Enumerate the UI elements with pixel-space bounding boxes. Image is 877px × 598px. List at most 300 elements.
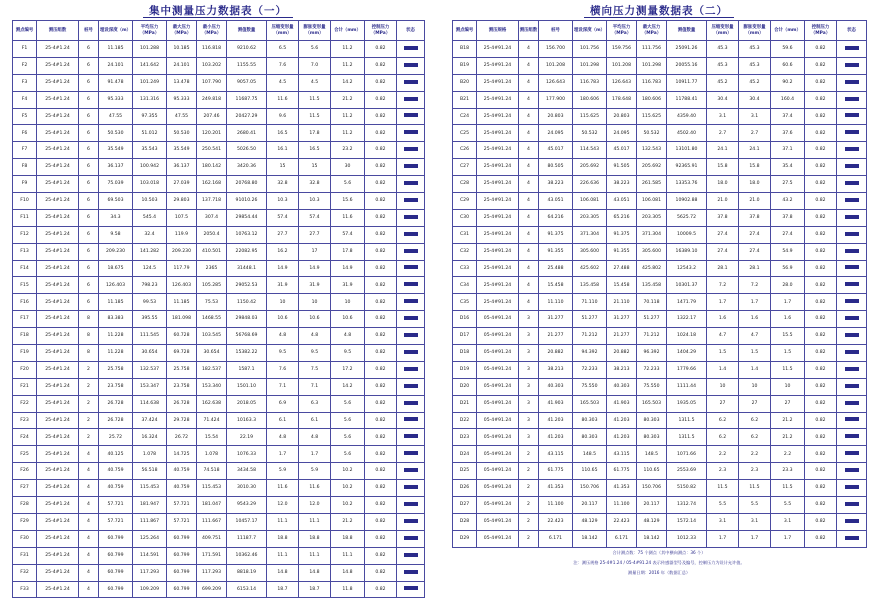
table-cell: 38.213 [539, 361, 573, 378]
table-cell: B19 [453, 57, 477, 74]
table-cell: 3 [519, 345, 539, 362]
table-cell: 0.82 [365, 142, 397, 159]
right-table-body [453, 41, 867, 548]
table-cell: 0.82 [365, 159, 397, 176]
table-cell: 2 [519, 497, 539, 514]
table-cell: 24.095 [539, 125, 573, 142]
status-cell [397, 57, 425, 74]
table-cell: 05-4#91.24 [477, 395, 519, 412]
table-cell: 116.818 [197, 41, 227, 58]
table-row [453, 193, 867, 210]
table-cell: 131.316 [133, 91, 167, 108]
table-cell: 27.488 [607, 260, 637, 277]
table-cell: D26 [453, 480, 477, 497]
status-cell [837, 243, 867, 260]
table-cell: 0.82 [365, 513, 397, 530]
table-cell: 12543.2 [667, 260, 707, 277]
column-header: 压缩变形量（mm） [267, 21, 299, 41]
table-cell: F10 [13, 193, 37, 210]
table-cell: C35 [453, 294, 477, 311]
table-cell: 9543.29 [227, 497, 267, 514]
table-cell: 11.185 [99, 294, 133, 311]
table-cell: 3 [519, 311, 539, 328]
table-cell: 25-4#1.24 [37, 41, 79, 58]
table-cell: F28 [13, 497, 37, 514]
table-cell: 14.2 [331, 378, 365, 395]
status-mark [845, 350, 859, 354]
status-mark [404, 265, 418, 269]
status-mark [845, 232, 859, 236]
table-cell: 1111.44 [667, 378, 707, 395]
table-cell: 203.305 [637, 209, 667, 226]
table-cell: 14.8 [299, 564, 331, 581]
status-cell [397, 277, 425, 294]
table-cell: 1.6 [771, 311, 805, 328]
table-cell: 60.799 [167, 547, 197, 564]
table-cell: 4.5 [267, 74, 299, 91]
table-cell: 23.758 [99, 378, 133, 395]
table-cell: 3.1 [771, 513, 805, 530]
table-cell: 4502.40 [667, 125, 707, 142]
table-cell: 18.7 [267, 581, 299, 598]
table-cell: 20768.80 [227, 176, 267, 193]
table-cell: 05-4#91.24 [477, 446, 519, 463]
table-cell: F17 [13, 311, 37, 328]
table-cell: F29 [13, 513, 37, 530]
status-cell [837, 91, 867, 108]
table-cell: 150.706 [573, 480, 607, 497]
table-cell: 05-4#91.24 [477, 412, 519, 429]
table-cell: 14.8 [267, 564, 299, 581]
table-cell: 0.82 [805, 328, 837, 345]
table-cell: 0.82 [365, 328, 397, 345]
table-cell: 135.458 [637, 277, 667, 294]
table-row [453, 277, 867, 294]
table-cell: 75.550 [637, 378, 667, 395]
table-cell: 10 [707, 378, 739, 395]
table-cell: 0.82 [805, 74, 837, 91]
table-cell: 162.638 [197, 395, 227, 412]
table-cell: 56768.69 [227, 328, 267, 345]
status-cell [397, 294, 425, 311]
table-cell: 10.2 [331, 480, 365, 497]
table-cell: 4 [79, 446, 99, 463]
table-row [13, 57, 425, 74]
status-mark [845, 215, 859, 219]
column-header: 控制压力（MPa） [805, 21, 837, 41]
table-cell: 1779.66 [667, 361, 707, 378]
table-cell: 2 [79, 378, 99, 395]
status-cell [397, 243, 425, 260]
table-row [453, 530, 867, 547]
table-cell: F7 [13, 142, 37, 159]
table-row [453, 378, 867, 395]
table-row [453, 57, 867, 74]
table-cell: 7.1 [299, 378, 331, 395]
table-cell: 0.82 [805, 57, 837, 74]
table-cell: F15 [13, 277, 37, 294]
table-cell: 0.82 [805, 91, 837, 108]
table-cell: 141.282 [133, 243, 167, 260]
table-cell: 103.545 [197, 328, 227, 345]
table-row [13, 176, 425, 193]
table-cell: 0.82 [365, 547, 397, 564]
table-cell: 409.751 [197, 530, 227, 547]
table-cell: 11.2 [331, 108, 365, 125]
table-cell: 3 [519, 412, 539, 429]
status-cell [397, 311, 425, 328]
table-cell: 11.8 [331, 581, 365, 598]
table-cell: F9 [13, 176, 37, 193]
table-cell: 70.118 [637, 294, 667, 311]
table-cell: 0.82 [365, 429, 397, 446]
table-cell: 6 [79, 277, 99, 294]
table-row [13, 361, 425, 378]
table-row [453, 513, 867, 530]
status-cell [397, 41, 425, 58]
table-cell: 132.537 [133, 361, 167, 378]
table-cell: 0.82 [365, 378, 397, 395]
table-cell: 11.1 [267, 513, 299, 530]
table-cell: 153.347 [133, 378, 167, 395]
left-table-header-row [13, 21, 425, 41]
table-cell: 38.213 [607, 361, 637, 378]
status-cell [397, 193, 425, 210]
table-cell: C30 [453, 209, 477, 226]
table-cell: 6 [79, 142, 99, 159]
table-cell: 11.2 [331, 125, 365, 142]
table-cell: 101.288 [133, 41, 167, 58]
table-cell: 1.4 [707, 361, 739, 378]
table-cell: 60.799 [167, 581, 197, 598]
table-cell: 4 [519, 91, 539, 108]
table-cell: 23.758 [167, 378, 197, 395]
table-cell: 26.728 [99, 412, 133, 429]
table-cell: 0.82 [365, 294, 397, 311]
table-cell: 249.818 [197, 91, 227, 108]
table-cell: 3 [519, 429, 539, 446]
table-cell: 25-4#1.24 [37, 260, 79, 277]
table-row [453, 328, 867, 345]
table-row [453, 159, 867, 176]
table-cell: 6.3 [299, 395, 331, 412]
column-header: 测压组数 [37, 21, 79, 41]
table-cell: 15.458 [607, 277, 637, 294]
status-cell [837, 159, 867, 176]
table-cell: 59.6 [771, 41, 805, 58]
table-cell: 0.82 [365, 74, 397, 91]
table-cell: 05-4#91.24 [477, 497, 519, 514]
table-cell: 2 [519, 530, 539, 547]
table-cell: 24.1 [739, 142, 771, 159]
table-cell: 20.882 [607, 345, 637, 362]
status-cell [837, 260, 867, 277]
table-cell: 23.2 [331, 142, 365, 159]
table-cell: 50.532 [573, 125, 607, 142]
table-cell: 5.6 [331, 176, 365, 193]
table-cell: 20.117 [573, 497, 607, 514]
table-cell: 10.3 [299, 193, 331, 210]
table-cell: 1.7 [707, 294, 739, 311]
table-cell: C34 [453, 277, 477, 294]
right-table-title: 横向压力测量数据表（二） [452, 0, 866, 20]
table-cell: 25-4#91.24 [477, 277, 519, 294]
table-cell: 181.947 [133, 497, 167, 514]
table-cell: F30 [13, 530, 37, 547]
table-cell: 56.518 [133, 463, 167, 480]
table-cell: 1471.79 [667, 294, 707, 311]
table-cell: 32.4 [133, 226, 167, 243]
table-row [13, 226, 425, 243]
table-cell: 57.721 [167, 497, 197, 514]
table-cell: 0.82 [365, 361, 397, 378]
table-cell: 25-4#1.24 [37, 74, 79, 91]
table-cell: 50.530 [167, 125, 197, 142]
table-cell: 14.9 [267, 260, 299, 277]
table-cell: 9210.62 [227, 41, 267, 58]
table-cell: 60.728 [167, 328, 197, 345]
table-cell: 9.58 [99, 226, 133, 243]
table-cell: 12.0 [299, 497, 331, 514]
table-cell: 60.799 [99, 581, 133, 598]
table-cell: 13.478 [167, 74, 197, 91]
table-cell: 5.5 [771, 497, 805, 514]
table-cell: 61.775 [539, 463, 573, 480]
status-cell [397, 581, 425, 598]
status-cell [397, 480, 425, 497]
table-cell: F20 [13, 361, 37, 378]
table-cell: 10362.46 [227, 547, 267, 564]
table-cell: 57.4 [267, 209, 299, 226]
table-cell: 1.7 [267, 446, 299, 463]
table-row [13, 395, 425, 412]
table-cell: 25091.26 [667, 41, 707, 58]
table-cell: 43.115 [607, 446, 637, 463]
table-cell: 11.1 [299, 547, 331, 564]
table-cell: 91.505 [607, 159, 637, 176]
table-cell: D16 [453, 311, 477, 328]
table-cell: 11.5 [771, 361, 805, 378]
status-mark [845, 181, 859, 185]
table-cell: 3 [519, 395, 539, 412]
table-cell: D22 [453, 412, 477, 429]
table-cell: 45.017 [607, 142, 637, 159]
status-cell [837, 446, 867, 463]
table-cell: 25-4#1.24 [37, 513, 79, 530]
table-cell: 56.9 [771, 260, 805, 277]
table-cell: 0.82 [805, 159, 837, 176]
table-row [453, 142, 867, 159]
table-cell: 18.7 [299, 581, 331, 598]
table-cell: F12 [13, 226, 37, 243]
table-cell: 40.125 [99, 446, 133, 463]
status-mark [845, 147, 859, 151]
status-cell [837, 57, 867, 74]
table-cell: 250.541 [197, 142, 227, 159]
table-cell: 1.5 [707, 345, 739, 362]
table-cell: 5026.50 [227, 142, 267, 159]
table-cell: 5.5 [739, 497, 771, 514]
table-cell: 43.051 [607, 193, 637, 210]
table-cell: D25 [453, 463, 477, 480]
table-cell: 0.82 [365, 412, 397, 429]
column-header: 桩号 [539, 21, 573, 41]
status-mark [845, 384, 859, 388]
table-row [13, 581, 425, 598]
status-cell [837, 311, 867, 328]
table-cell: 0.82 [365, 395, 397, 412]
table-cell: 41.203 [539, 412, 573, 429]
status-cell [397, 429, 425, 446]
table-cell: F16 [13, 294, 37, 311]
table-cell: 307.4 [197, 209, 227, 226]
table-cell: 25-4#91.24 [477, 108, 519, 125]
table-cell: 105.285 [197, 277, 227, 294]
table-cell: 23.3 [771, 463, 805, 480]
table-cell: 25-4#91.24 [477, 294, 519, 311]
table-cell: 4.5 [299, 74, 331, 91]
column-header: 最大压力（MPa） [637, 21, 667, 41]
table-cell: 5625.72 [667, 209, 707, 226]
table-row [13, 446, 425, 463]
status-cell [397, 209, 425, 226]
table-cell: 27.5 [771, 176, 805, 193]
table-cell: 05-4#91.24 [477, 429, 519, 446]
status-mark [404, 181, 418, 185]
table-row [13, 91, 425, 108]
table-cell: 29848.03 [227, 311, 267, 328]
table-cell: 126.403 [99, 277, 133, 294]
table-cell: 22082.95 [227, 243, 267, 260]
table-cell: 0.82 [805, 395, 837, 412]
table-cell: 24.1 [707, 142, 739, 159]
status-cell [837, 74, 867, 91]
right-table-header-row [453, 21, 867, 41]
right-data-table [452, 20, 867, 548]
table-row [13, 513, 425, 530]
table-cell: 101.249 [133, 74, 167, 91]
table-cell: 101.756 [573, 41, 607, 58]
table-cell: 4 [79, 547, 99, 564]
table-cell: 48.129 [637, 513, 667, 530]
status-cell [397, 395, 425, 412]
table-cell: 180.606 [573, 91, 607, 108]
table-cell: 1.7 [299, 446, 331, 463]
status-cell [837, 513, 867, 530]
table-cell: 0.82 [365, 277, 397, 294]
table-cell: 25-4#1.24 [37, 412, 79, 429]
table-cell: 6.2 [739, 429, 771, 446]
table-cell: 0.82 [805, 345, 837, 362]
table-cell: 18.8 [267, 530, 299, 547]
table-cell: 4.8 [331, 328, 365, 345]
status-mark [845, 113, 859, 117]
table-row [13, 125, 425, 142]
table-cell: 05-4#91.24 [477, 378, 519, 395]
table-cell: 0.82 [805, 226, 837, 243]
column-header: 测压规格 [477, 21, 519, 41]
table-cell: 0.82 [805, 260, 837, 277]
status-cell [837, 530, 867, 547]
table-cell: D17 [453, 328, 477, 345]
table-cell: 51.277 [573, 311, 607, 328]
table-cell: 0.82 [365, 91, 397, 108]
table-cell: 45.2 [707, 74, 739, 91]
table-cell: 05-4#91.24 [477, 513, 519, 530]
table-cell: 65.216 [607, 209, 637, 226]
table-cell: 36.137 [99, 159, 133, 176]
table-cell: 6.2 [707, 429, 739, 446]
table-cell: 0.82 [805, 311, 837, 328]
status-cell [397, 142, 425, 159]
table-cell: D24 [453, 446, 477, 463]
right-table-notes [452, 548, 866, 578]
table-cell: 27.4 [739, 226, 771, 243]
table-cell: 21.2 [771, 412, 805, 429]
table-cell: 11.228 [99, 345, 133, 362]
table-cell: 2 [79, 395, 99, 412]
table-cell: 27 [739, 395, 771, 412]
table-cell: 25-4#91.24 [477, 226, 519, 243]
table-cell: 10.503 [133, 193, 167, 210]
table-row [13, 412, 425, 429]
status-mark [845, 401, 859, 405]
table-cell: 1587.1 [227, 361, 267, 378]
column-header: 平均压力（MPa） [607, 21, 637, 41]
table-cell: 2.7 [739, 125, 771, 142]
table-cell: 0.82 [805, 125, 837, 142]
status-cell [397, 226, 425, 243]
table-cell: 3.1 [739, 513, 771, 530]
table-cell: 4 [519, 243, 539, 260]
status-mark [845, 468, 859, 472]
table-cell: 20055.16 [667, 57, 707, 74]
table-cell: 10.2 [331, 497, 365, 514]
table-cell: 60.799 [99, 564, 133, 581]
table-cell: 203.305 [573, 209, 607, 226]
table-cell: 41.203 [607, 412, 637, 429]
table-cell: 11788.41 [667, 91, 707, 108]
table-cell: 100.942 [133, 159, 167, 176]
table-row [13, 209, 425, 226]
status-cell [837, 108, 867, 125]
table-cell: 91.478 [99, 74, 133, 91]
table-cell: F18 [13, 328, 37, 345]
column-header: 测点编号 [453, 21, 477, 41]
status-mark [845, 536, 859, 540]
table-cell: 107.5 [167, 209, 197, 226]
table-cell: 25-4#91.24 [477, 74, 519, 91]
table-cell: C25 [453, 125, 477, 142]
table-cell: 17 [299, 243, 331, 260]
status-cell [397, 513, 425, 530]
table-cell: 9.6 [267, 108, 299, 125]
table-cell: 109.209 [133, 581, 167, 598]
table-cell: 25.72 [99, 429, 133, 446]
table-cell: 2 [79, 429, 99, 446]
table-cell: D20 [453, 378, 477, 395]
table-cell: 25-4#1.24 [37, 361, 79, 378]
table-row [453, 176, 867, 193]
table-cell: F27 [13, 480, 37, 497]
status-cell [837, 176, 867, 193]
table-row [13, 564, 425, 581]
table-cell: 150.706 [637, 480, 667, 497]
status-mark [845, 164, 859, 168]
table-cell: 27.039 [167, 176, 197, 193]
table-cell: 153.340 [197, 378, 227, 395]
table-row [453, 260, 867, 277]
